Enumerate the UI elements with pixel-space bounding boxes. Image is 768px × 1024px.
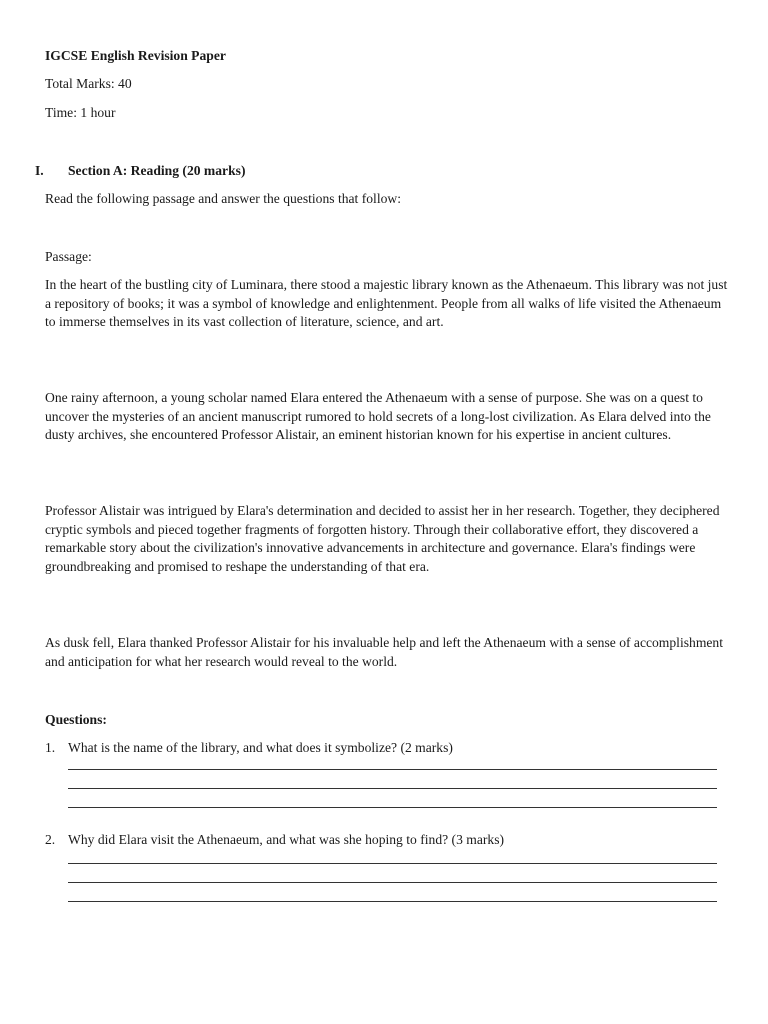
answer-line[interactable] xyxy=(68,769,717,770)
passage-paragraph: Professor Alistair was intrigued by Elara's determination and decided to assist her in her research. Together, they deciphered cryptic symbols and pieced together fragments of forgotten history. Through their collaborative effort, they discovered a remarkable story about the civilization's innovative advancements in architecture and governance. Elara's findings were groundbreaking and promised to reshape the understanding of that era. xyxy=(45,503,720,575)
passage-paragraph: One rainy afternoon, a young scholar named Elara entered the Athenaeum with a sense of purpose. She was on a quest to uncover the mysteries of an ancient manuscript rumored to hold secrets of a long-lost civilization. As Elara delved into the dusty archives, she encountered Professor Alistair, an eminent historian known for his expertise in ancient cultures. xyxy=(45,390,711,443)
question-number: 2. xyxy=(45,832,56,847)
answer-line[interactable] xyxy=(68,882,717,883)
passage-paragraph: In the heart of the bustling city of Luminara, there stood a majestic library known as the Athenaeum. This library was not just a repository of books; it was a symbol of knowledge and enlightenment. People from all walks of life visited the Athenaeum to immerse themselves in its vast collection of literature, science, and art. xyxy=(45,277,728,330)
total-marks: Total Marks: 40 xyxy=(45,76,132,91)
passage-label: Passage: xyxy=(45,249,92,264)
passage-paragraph: As dusk fell, Elara thanked Professor Alistair for his invaluable help and left the Athenaeum with a sense of accomplishment and anticipation for what her research would reveal to the world. xyxy=(45,635,724,669)
answer-line[interactable] xyxy=(68,863,717,864)
question-text: Why did Elara visit the Athenaeum, and what was she hoping to find? (3 marks) xyxy=(68,832,505,847)
answer-line[interactable] xyxy=(68,901,717,902)
time-allowed: Time: 1 hour xyxy=(45,105,116,120)
question-text: What is the name of the library, and what does it symbolize? (2 marks) xyxy=(68,740,453,755)
questions-label: Questions: xyxy=(45,712,107,727)
section-number: I. xyxy=(35,163,44,178)
instruction-text: Read the following passage and answer the questions that follow: xyxy=(45,191,401,206)
answer-line[interactable] xyxy=(68,788,717,789)
paper-title: IGCSE English Revision Paper xyxy=(45,48,226,63)
question-number: 1. xyxy=(45,740,56,755)
answer-line[interactable] xyxy=(68,807,717,808)
section-title: Section A: Reading (20 marks) xyxy=(68,163,246,178)
